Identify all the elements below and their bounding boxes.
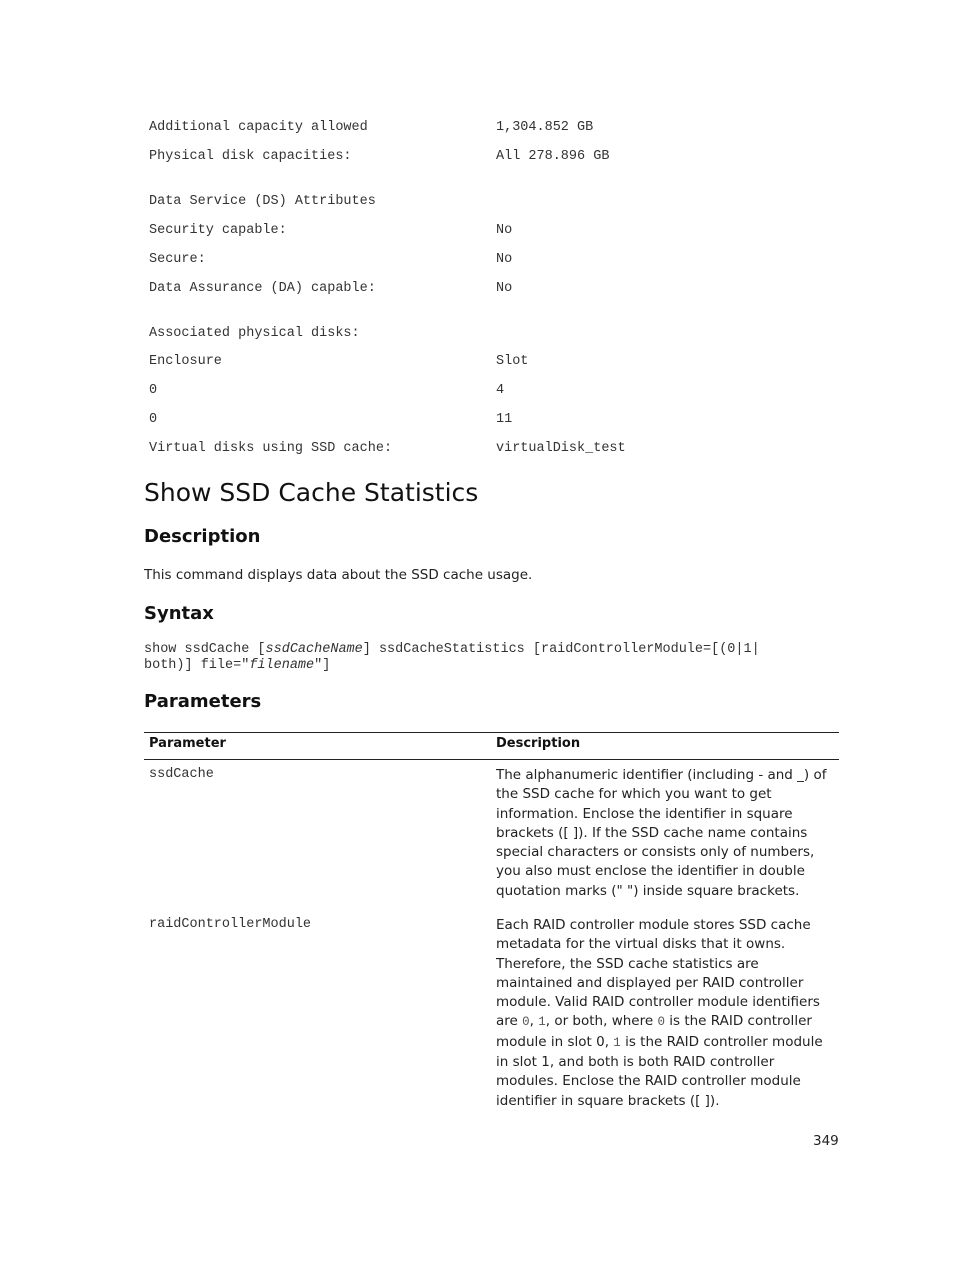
parameter-description <box>496 916 839 1111</box>
syntax-text: both)] file=" <box>144 658 250 673</box>
inline-code: 1 <box>613 1035 621 1050</box>
output-line-disk-row <box>149 383 849 403</box>
output-value: 11 <box>496 412 513 427</box>
output-key: Physical disk capacities: <box>149 149 352 164</box>
output-key: 0 <box>149 412 158 427</box>
syntax-block <box>144 642 824 674</box>
description-text: is the RAID controller module in slot 1, and both is both RAID controller modules. Enclose the RAID controller module identifier in square brackets ([ ]). <box>496 1033 823 1109</box>
output-line-da-capable <box>149 281 849 301</box>
inline-code: 0 <box>522 1015 530 1030</box>
description-text: is the RAID controller module in slot 0, <box>496 1013 812 1050</box>
parameters-heading: Parameters <box>144 691 262 712</box>
description-text: This command displays data about the SSD cache usage. <box>144 567 533 583</box>
description-text: , or both, where <box>545 1013 658 1030</box>
output-value: No <box>496 223 513 238</box>
syntax-placeholder: filename <box>249 658 315 673</box>
inline-code: 0 <box>657 1015 665 1030</box>
output-line-secure <box>149 252 849 272</box>
output-line-virtual-disks <box>149 441 849 461</box>
syntax-text: show ssdCache [ <box>144 642 266 657</box>
output-line-capacity <box>149 120 849 140</box>
output-value: No <box>496 281 513 296</box>
output-line-associated-disks <box>149 326 849 346</box>
description-heading: Description <box>144 526 261 547</box>
page-number: 349 <box>813 1133 839 1149</box>
parameter-name: ssdCache <box>149 767 214 782</box>
output-value: 4 <box>496 383 505 398</box>
output-key: Virtual disks using SSD cache: <box>149 441 393 456</box>
syntax-text: "] <box>314 658 331 673</box>
output-line-ds-attributes <box>149 194 849 214</box>
output-value: 1,304.852 GB <box>496 120 594 135</box>
description-text: Each RAID controller module stores SSD cache metadata for the virtual disks that it owns. Therefore, the SSD cache statistics are maintained and displayed per RAID controller module. Valid RAID controller module identifiers are <box>496 917 820 1030</box>
output-key: Data Service (DS) Attributes <box>149 194 376 209</box>
output-value: No <box>496 252 513 267</box>
description-text: , <box>529 1013 539 1030</box>
output-line-security-capable <box>149 223 849 243</box>
output-line-disk-row <box>149 412 849 432</box>
section-title: Show SSD Cache Statistics <box>144 478 479 507</box>
output-key: Data Assurance (DA) capable: <box>149 281 376 296</box>
output-key: Associated physical disks: <box>149 326 360 341</box>
output-value: All 278.896 GB <box>496 149 610 164</box>
syntax-text: ] ssdCacheStatistics [raidControllerModule=[(0|1| <box>362 642 760 657</box>
column-header-parameter: Parameter <box>149 736 226 751</box>
output-line-disk-capacities <box>149 149 849 169</box>
parameters-table <box>144 732 839 1109</box>
parameter-name: raidControllerModule <box>149 917 312 932</box>
table-row <box>144 916 839 1109</box>
output-key: Secure: <box>149 252 206 267</box>
syntax-placeholder: ssdCacheName <box>265 642 363 657</box>
inline-code: 1 <box>538 1015 546 1030</box>
output-key: Enclosure <box>149 354 222 369</box>
syntax-heading: Syntax <box>144 603 214 624</box>
output-key: Additional capacity allowed <box>149 120 368 135</box>
table-header <box>144 732 839 760</box>
column-header-description: Description <box>496 736 581 751</box>
output-line-enclosure-header <box>149 354 849 374</box>
output-value: virtualDisk_test <box>496 441 626 456</box>
parameter-description: The alphanumeric identifier (including - and _) of the SSD cache for which you want to get information. Enclose the identifier in square brackets ([ ]). If the SSD cache name contains special characters or consists only of numbers, you also must enclose the identifier in double quotation marks (" ") inside square brackets. <box>496 767 827 899</box>
output-key: 0 <box>149 383 158 398</box>
output-key: Security capable: <box>149 223 287 238</box>
table-row <box>144 766 839 916</box>
output-value: Slot <box>496 354 529 369</box>
